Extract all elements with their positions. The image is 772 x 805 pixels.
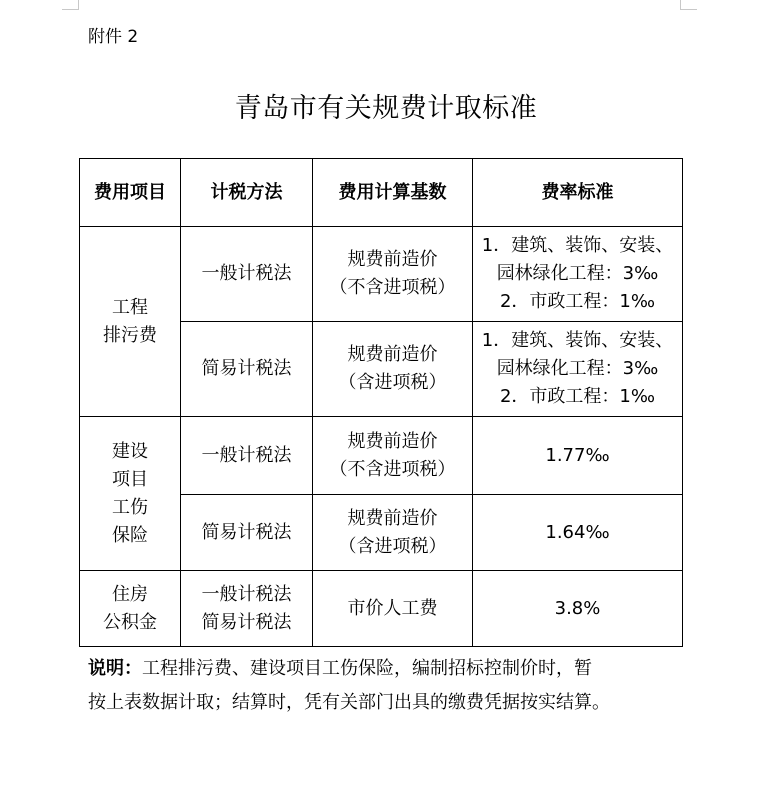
header-rate-standard: 费率标准	[473, 159, 683, 227]
page-corner-mark-left	[62, 0, 79, 10]
calc-base-cell: 市价人工费	[313, 571, 473, 647]
table-row	[80, 227, 683, 322]
document-title: 青岛市有关规费计取标准	[234, 93, 538, 124]
tax-method-cell: 简易计税法	[181, 322, 313, 417]
calc-base-cell: 规费前造价 （不含进项税）	[313, 227, 473, 322]
table-note	[88, 652, 698, 720]
table-row	[80, 571, 683, 647]
note-text-line-2: 按上表数据计取；结算时，凭有关部门出具的缴费凭据按实结算。	[88, 692, 610, 713]
calc-base-cell: 规费前造价 （含进项税）	[313, 322, 473, 417]
category-injury-insurance: 建设 项目 工伤 保险	[80, 417, 181, 571]
tax-method-cell: 一般计税法 简易计税法	[181, 571, 313, 647]
rate-standard-cell: 3.8%	[473, 571, 683, 647]
category-pollution-fee: 工程 排污费	[80, 227, 181, 417]
note-label: 说明：	[88, 658, 142, 679]
table-row	[80, 417, 683, 495]
table-header-row	[80, 159, 683, 227]
rate-standard-cell: 1．建筑、装饰、安装、 园林绿化工程：3‰ 2．市政工程：1‰	[473, 227, 683, 322]
tax-method-cell: 一般计税法	[181, 417, 313, 495]
calc-base-cell: 规费前造价 （含进项税）	[313, 495, 473, 571]
fee-standard-table	[79, 158, 683, 647]
attachment-label: 附件 2	[88, 27, 139, 47]
calc-base-cell: 规费前造价 （不含进项税）	[313, 417, 473, 495]
header-fee-item: 费用项目	[80, 159, 181, 227]
header-tax-method: 计税方法	[181, 159, 313, 227]
page-corner-mark-right	[680, 0, 697, 10]
rate-standard-cell: 1．建筑、装饰、安装、 园林绿化工程：3‰ 2．市政工程：1‰	[473, 322, 683, 417]
tax-method-cell: 一般计税法	[181, 227, 313, 322]
note-text-line-1: 工程排污费、建设项目工伤保险，编制招标控制价时，暂	[142, 658, 592, 679]
header-calc-base: 费用计算基数	[313, 159, 473, 227]
rate-standard-cell: 1.77‰	[473, 417, 683, 495]
tax-method-cell: 简易计税法	[181, 495, 313, 571]
rate-standard-cell: 1.64‰	[473, 495, 683, 571]
category-housing-fund: 住房 公积金	[80, 571, 181, 647]
